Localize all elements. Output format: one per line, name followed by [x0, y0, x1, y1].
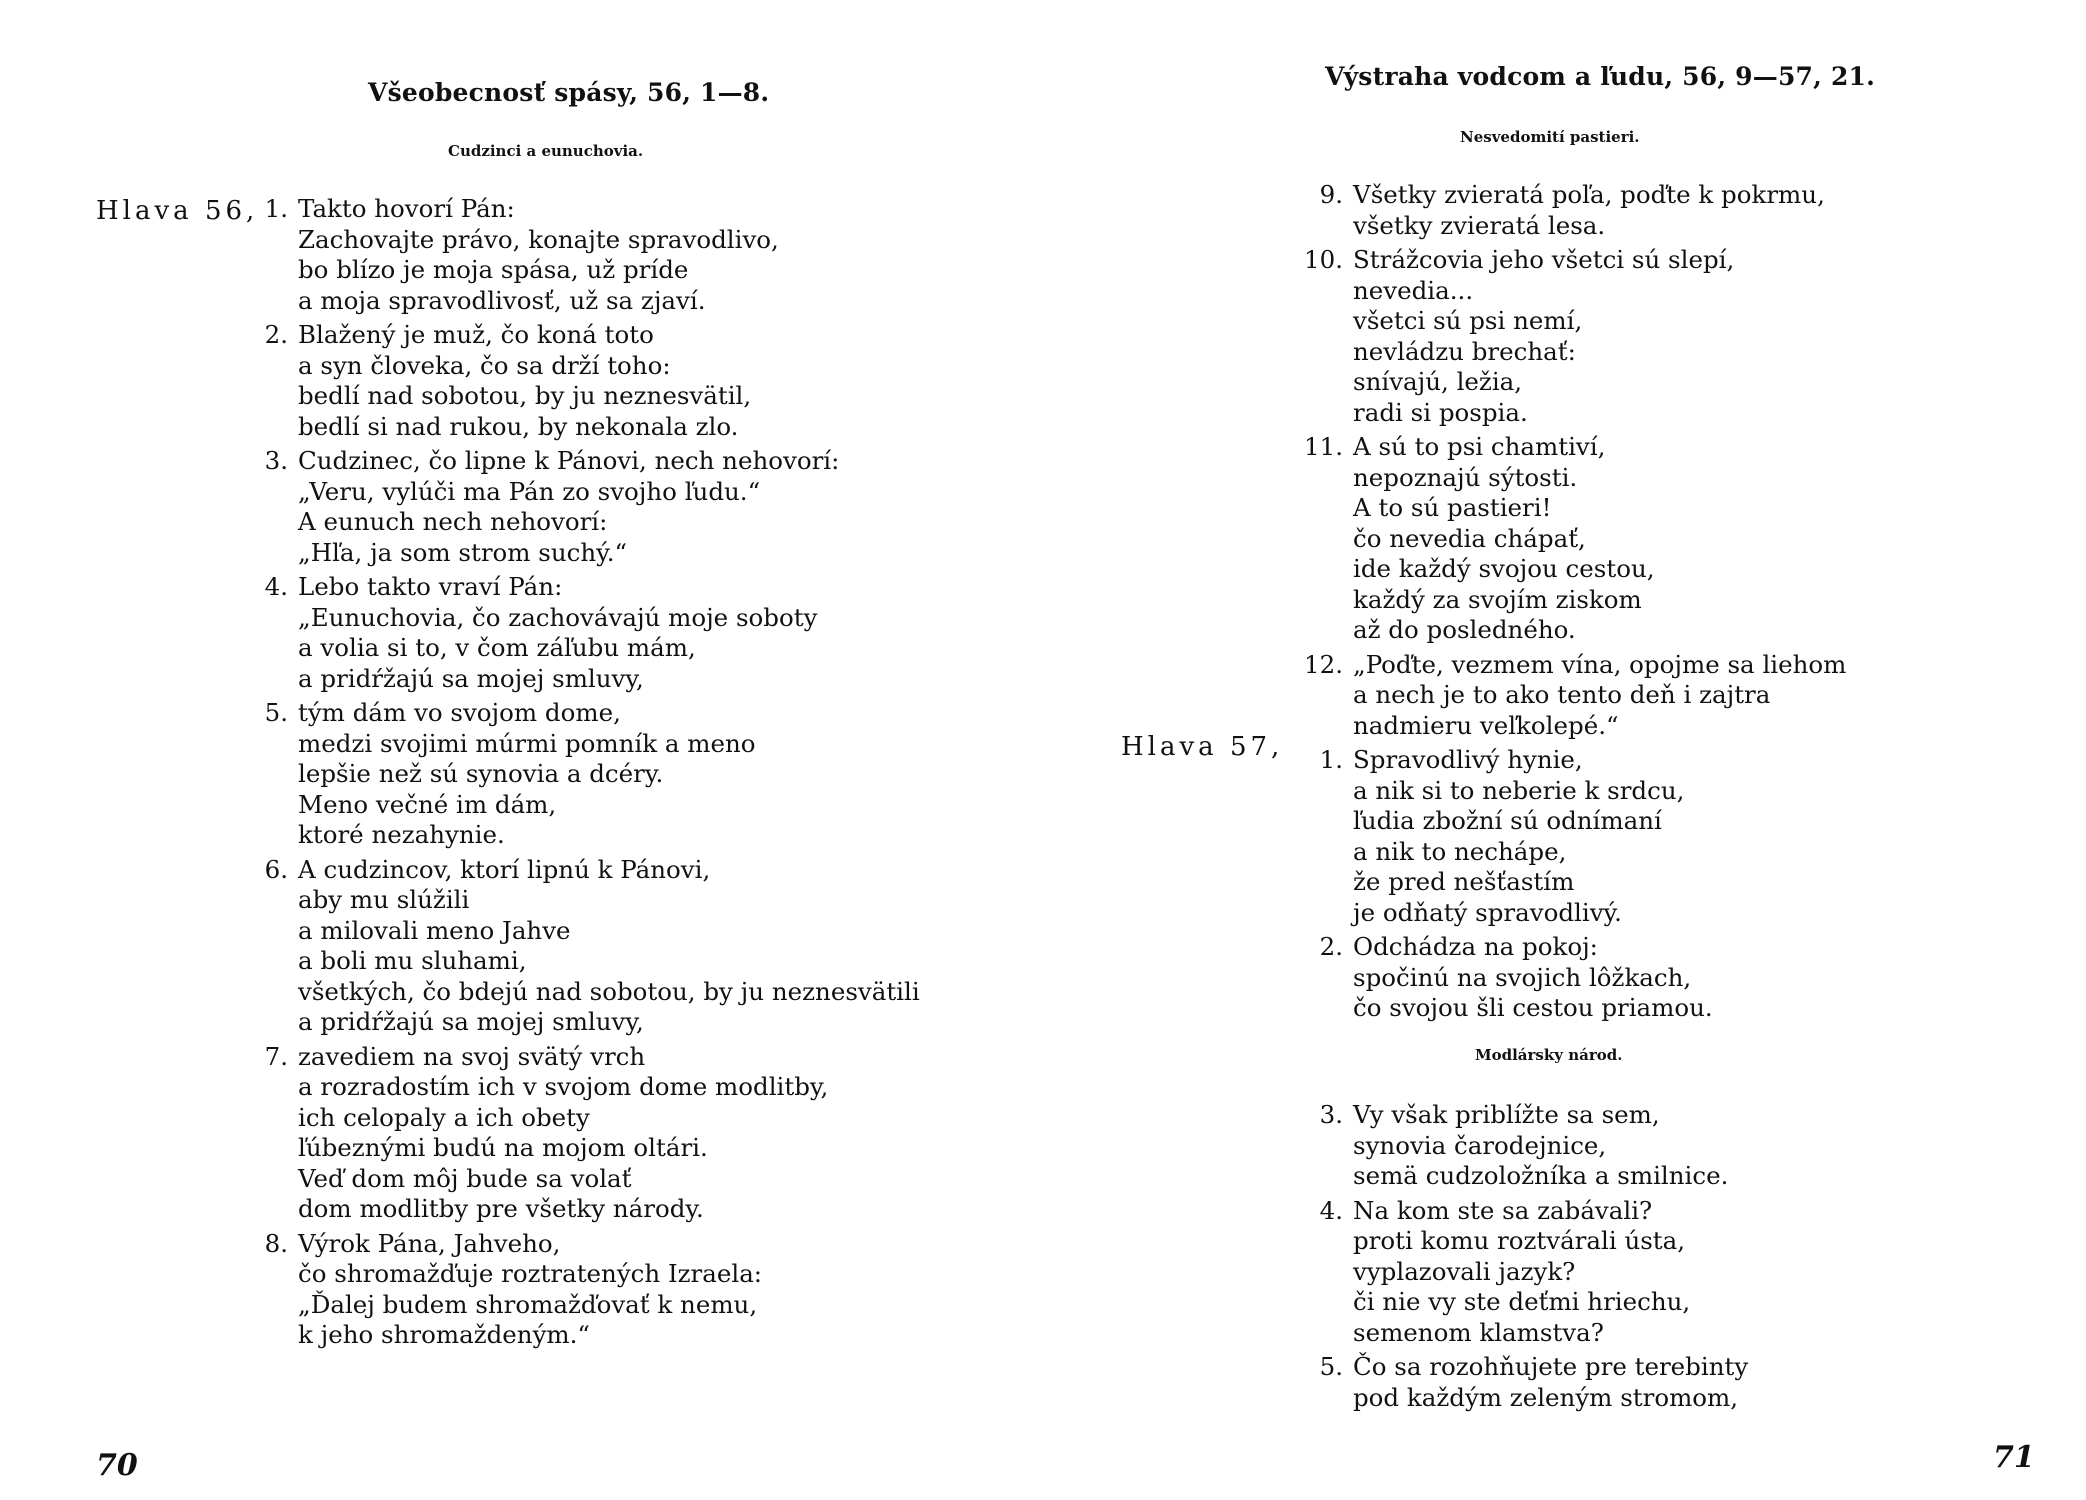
verse-line: Na kom ste sa zabávali?: [1353, 1195, 1653, 1225]
verse-line: a rozradostím ich v svojom dome modlitby,: [298, 1072, 829, 1101]
verse-line: vyplazovali jazyk?: [1353, 1256, 1576, 1286]
verse-line: všetky zvieratá lesa.: [1353, 210, 1606, 240]
verse: [266, 446, 920, 568]
verse-line: pod každým zeleným stromom,: [1353, 1382, 1739, 1412]
verse: [1321, 745, 1846, 928]
verse: [266, 698, 920, 851]
verse-line: A cudzincov, ktorí lipnú k Pánovi,: [298, 854, 711, 884]
verse: [266, 194, 920, 316]
verse-line: každý za svojím ziskom: [1353, 584, 1642, 614]
verse-line: čo svojou šli cestou priamou.: [1353, 993, 1713, 1022]
verse-line: a boli mu sluhami,: [298, 946, 527, 975]
verse-line: snívajú, ležia,: [1353, 367, 1523, 396]
verse-line: Čo sa rozohňujete pre terebinty: [1353, 1352, 1749, 1381]
verse-line: Zachovajte právo, konajte spravodlivo,: [298, 224, 779, 254]
verse-line: spočinú na svojich lôžkach,: [1353, 962, 1692, 992]
verse-line: Strážcovia jeho všetci sú slepí,: [1353, 245, 1735, 274]
verse-line: nepoznajú sýtosti.: [1353, 462, 1578, 492]
verse-list: [1304, 180, 1847, 1028]
verse-number: 4.: [264, 572, 288, 601]
verse-number: 10.: [1304, 245, 1343, 274]
verse: [1321, 180, 1846, 241]
verse-line: a pridŕžajú sa mojej smluvy,: [298, 663, 644, 693]
verse-line: bedlí si nad rukou, by nekonala zlo.: [298, 411, 739, 441]
verse-line: všetci sú psi nemí,: [1353, 306, 1583, 335]
verse-line: a pridŕžajú sa mojej smluvy,: [298, 1007, 644, 1036]
verse-line: a volia si to, v čom záľubu mám,: [298, 633, 696, 662]
chapter-label: Hlava 56,: [96, 196, 259, 226]
verse: [1321, 1196, 1748, 1349]
subheading: Cudzinci a eunuchovia.: [448, 142, 644, 160]
verse-line: bo blízo je moja spása, už príde: [298, 255, 689, 284]
verse-line: „Poďte, vezmem vína, opojme sa liehom: [1353, 649, 1847, 679]
chapter-label: Hlava 57,: [1121, 732, 1284, 762]
verse-number: 11.: [1304, 432, 1343, 461]
verse-number: 7.: [264, 1041, 288, 1071]
verse-line: a syn človeka, čo sa drží toho:: [298, 350, 671, 380]
verse-line: Blažený je muž, čo koná toto: [298, 320, 654, 349]
verse-line: nadmieru veľkolepé.“: [1353, 710, 1619, 740]
verse-number: 2.: [264, 320, 288, 349]
verse: [266, 855, 920, 1038]
verse-line: či nie vy ste deťmi hriechu,: [1353, 1287, 1691, 1316]
verse-line: medzi svojimi múrmi pomník a meno: [298, 728, 756, 758]
verse-line: Odchádza na pokoj:: [1353, 932, 1598, 961]
verse-number: 5.: [1319, 1352, 1343, 1381]
verse: [1304, 432, 1846, 646]
verse-line: až do posledného.: [1353, 615, 1576, 644]
verse-line: Vy však priblížte sa sem,: [1353, 1100, 1660, 1129]
verse-line: synovia čarodejnice,: [1353, 1130, 1607, 1160]
verse-line: zavediem na svoj svätý vrch: [298, 1041, 646, 1071]
verse: [1304, 245, 1846, 428]
verse-line: a nik to nechápe,: [1353, 836, 1567, 866]
verse-line: A eunuch nech nehovorí:: [298, 507, 608, 536]
verse-list: [266, 194, 920, 1355]
verse-number: 8.: [264, 1228, 288, 1258]
verse-number: 9.: [1319, 180, 1343, 209]
verse-line: A to sú pastieri!: [1353, 493, 1552, 522]
verse-list: [1321, 1100, 1748, 1417]
verse-number: 6.: [264, 854, 288, 884]
verse-number: 2.: [1319, 932, 1343, 961]
verse-line: tým dám vo svojom dome,: [298, 698, 621, 727]
verse-line: Lebo takto vraví Pán:: [298, 572, 563, 601]
verse-line: nevedia...: [1353, 275, 1474, 305]
verse-line: semä cudzoložníka a smilnice.: [1353, 1161, 1729, 1190]
verse-line: „Hľa, ja som strom suchý.“: [298, 537, 628, 567]
verse-line: proti komu roztvárali ústa,: [1353, 1226, 1686, 1255]
verse-line: „Veru, vylúči ma Pán zo svojho ľudu.“: [298, 476, 761, 506]
subheading: Nesvedomití pastieri.: [1460, 128, 1640, 146]
verse-line: dom modlitby pre všetky národy.: [298, 1194, 704, 1223]
verse-line: ľudia zbožní sú odnímaní: [1353, 806, 1662, 835]
verse-number: 4.: [1319, 1195, 1343, 1225]
verse: [1321, 932, 1846, 1024]
verse-line: k jeho shromaždeným.“: [298, 1320, 590, 1349]
verse-number: 1.: [1319, 745, 1343, 774]
verse-line: „Eunuchovia, čo zachovávajú moje soboty: [298, 602, 818, 632]
verse-line: čo shromažďuje roztratených Izraela:: [298, 1259, 763, 1288]
right-page: [1043, 0, 2086, 1500]
page-number: 71: [1993, 1440, 2035, 1475]
verse-line: a moja spravodlivosť, už sa zjaví.: [298, 285, 706, 315]
verse-line: Spravodlivý hynie,: [1353, 745, 1583, 774]
section-title: Všeobecnosť spásy, 56, 1—8.: [368, 78, 770, 107]
verse-line: Výrok Pána, Jahveho,: [298, 1228, 561, 1258]
page-number: 70: [96, 1448, 138, 1483]
verse-number: 1.: [264, 194, 288, 223]
verse-line: čo nevedia chápať,: [1353, 523, 1586, 553]
verse-line: že pred nešťastím: [1353, 867, 1575, 896]
verse-number: 12.: [1304, 649, 1343, 679]
verse: [1321, 1352, 1748, 1413]
verse-line: nevládzu brechať:: [1353, 336, 1576, 366]
verse-line: A sú to psi chamtiví,: [1353, 432, 1606, 461]
verse-line: Veď dom môj bude sa volať: [298, 1163, 632, 1193]
verse-number: 3.: [1319, 1100, 1343, 1129]
verse-number: 3.: [264, 446, 288, 475]
verse: [1304, 649, 1847, 742]
verse: [266, 1042, 920, 1225]
verse-line: ide každý svojou cestou,: [1353, 554, 1655, 583]
verse-line: bedlí nad sobotou, by ju neznesvätil,: [298, 381, 752, 410]
verse-line: aby mu slúžili: [298, 885, 470, 914]
verse: [266, 1229, 920, 1351]
verse-line: a nech je to ako tento deň i zajtra: [1353, 680, 1771, 709]
verse-line: lepšie než sú synovia a dcéry.: [298, 759, 664, 788]
verse-line: Takto hovorí Pán:: [298, 194, 515, 223]
verse-number: 5.: [264, 698, 288, 727]
verse-line: ľúbeznými budú na mojom oltári.: [298, 1133, 708, 1162]
verse-line: Cudzinec, čo lipne k Pánovi, nech nehovorí:: [298, 446, 840, 475]
verse: [266, 320, 920, 442]
verse-line: „Ďalej budem shromažďovať k nemu,: [298, 1289, 758, 1319]
section-title: Výstraha vodcom a ľudu, 56, 9—57, 21.: [1325, 62, 1876, 91]
verse-line: všetkých, čo bdejú nad sobotou, by ju neznesvätili: [298, 976, 920, 1006]
verse-line: Všetky zvieratá poľa, poďte k pokrmu,: [1353, 180, 1825, 209]
verse-line: je odňatý spravodlivý.: [1353, 897, 1622, 927]
verse-line: a milovali meno Jahve: [298, 915, 571, 945]
verse-line: ktoré nezahynie.: [298, 820, 505, 849]
verse-line: radi si pospia.: [1353, 397, 1528, 427]
subheading: Modlársky národ.: [1475, 1046, 1623, 1064]
verse-line: a nik si to neberie k srdcu,: [1353, 775, 1685, 805]
verse: [1321, 1100, 1748, 1192]
verse: [266, 572, 920, 694]
verse-line: ich celopaly a ich obety: [298, 1102, 590, 1132]
verse-line: semenom klamstva?: [1353, 1317, 1604, 1347]
verse-line: Meno večné im dám,: [298, 789, 557, 819]
